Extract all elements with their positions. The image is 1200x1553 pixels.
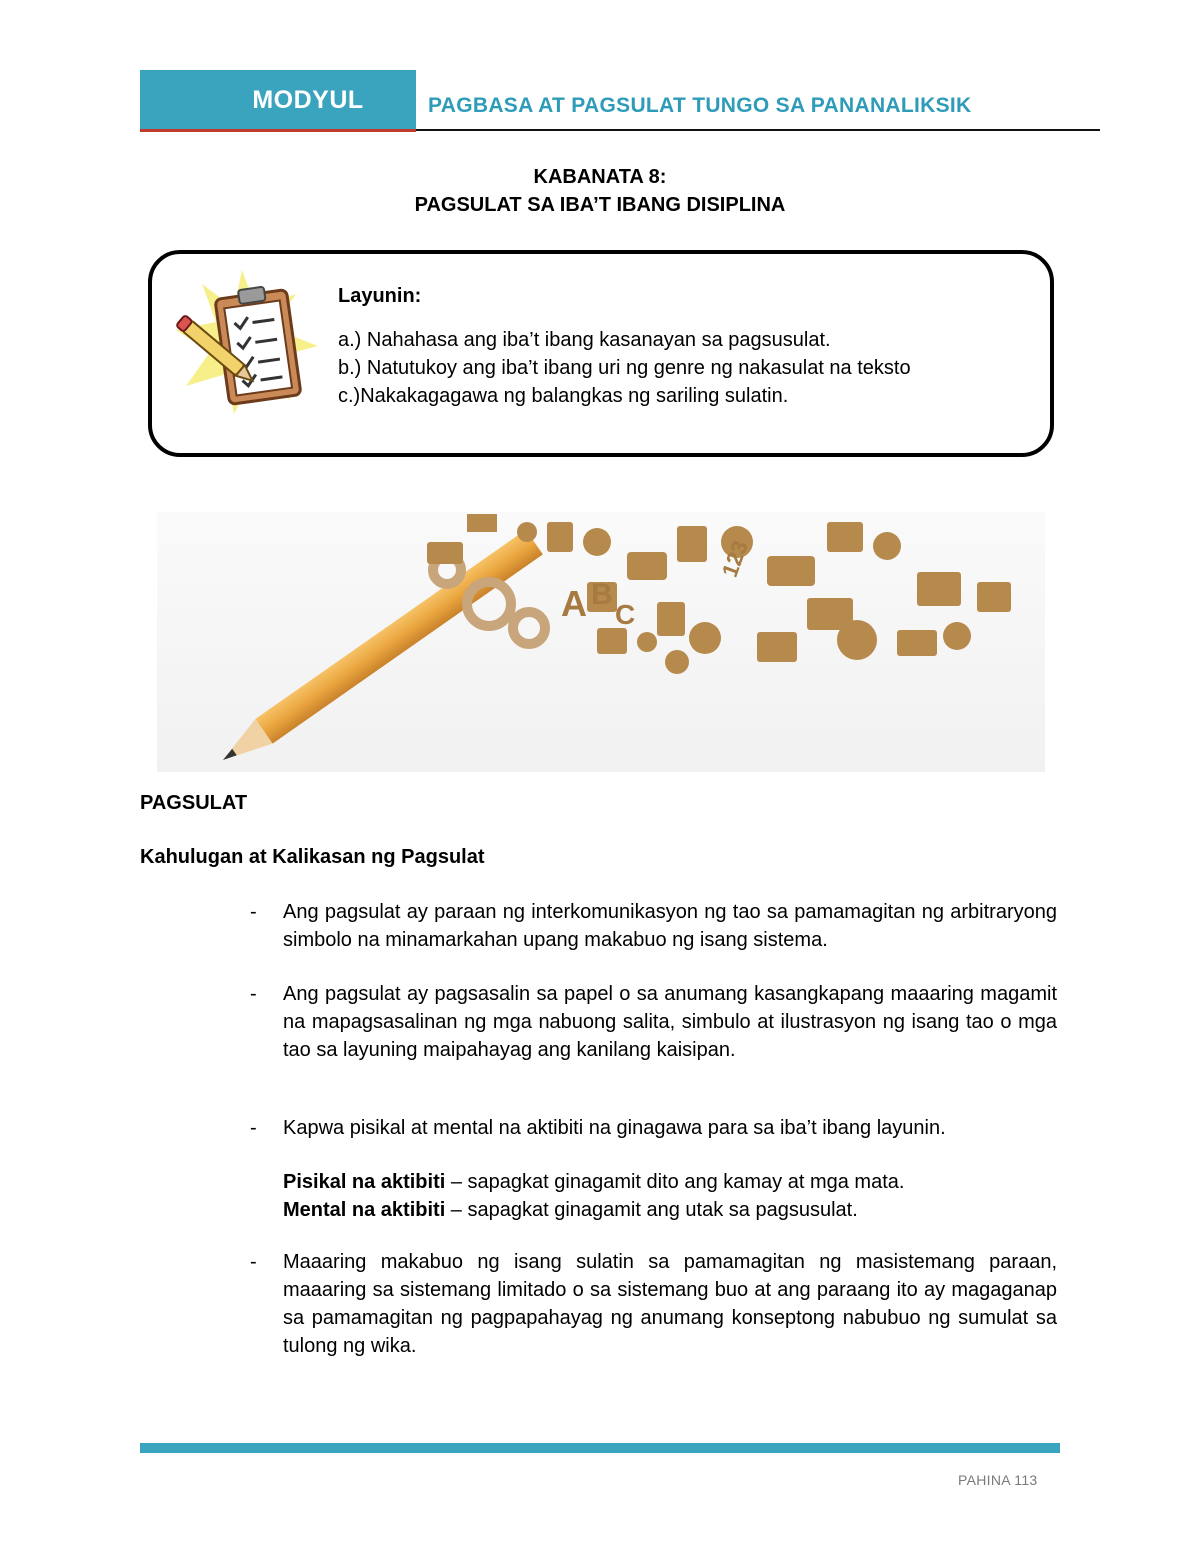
module-label: MODYUL	[252, 85, 364, 114]
definition-text: – sapagkat ginagamit ang utak sa pagsusulat.	[445, 1199, 858, 1221]
pencil-icons-illustration	[157, 512, 1045, 772]
chapter-title: PAGSULAT SA IBA’T IBANG DISIPLINA	[414, 194, 786, 216]
objective-item: c.)Nakakagagawa ng balangkas ng sariling sulatin.	[338, 385, 789, 407]
hero-letter: 123	[716, 537, 753, 581]
footer-bar	[140, 1443, 1060, 1453]
bullet-text: Kapwa pisikal at mental na aktibiti na ginagawa para sa iba’t ibang layunin.	[283, 1117, 946, 1139]
chapter-heading	[0, 163, 1200, 219]
bullet-marker: -	[250, 983, 257, 1005]
objectives-text	[338, 282, 911, 410]
objective-item: b.) Natutukoy ang iba’t ibang uri ng genre ng nakasulat na teksto	[338, 357, 911, 379]
hero-letter: B	[591, 578, 613, 611]
hero-illustration	[157, 512, 1045, 772]
hero-letter: C	[615, 599, 636, 630]
section-title: PAGSULAT	[140, 792, 248, 814]
objective-item: a.) Nahahasa ang iba’t ibang kasanayan sa pagsusulat.	[338, 329, 831, 351]
objectives-box	[148, 250, 1054, 457]
header-red-underline	[140, 129, 416, 132]
objectives-title: Layunin:	[338, 285, 422, 307]
header-divider	[416, 129, 1100, 131]
bullet-marker: -	[250, 901, 257, 923]
subject-title: PAGBASA AT PAGSULAT TUNGO SA PANANALIKSIK	[428, 94, 972, 117]
bullet-marker: -	[250, 1251, 257, 1273]
section-subtitle: Kahulugan at Kalikasan ng Pagsulat	[140, 846, 485, 868]
definition-line	[283, 1168, 904, 1196]
page-number: PAHINA 113	[958, 1472, 1038, 1488]
module-header-badge	[140, 70, 416, 130]
chapter-number: KABANATA 8:	[533, 166, 667, 188]
bullet-text: Ang pagsulat ay paraan ng interkomunikasyon ng tao sa pamamagitan ng arbitraryong simbolo na minamarkahan upang makabuo ng isang sistema.	[283, 901, 1057, 951]
definition-term: Mental na aktibiti	[283, 1199, 446, 1221]
bullet-marker: -	[250, 1117, 257, 1139]
definition-term: Pisikal na aktibiti	[283, 1171, 446, 1193]
clipboard-icon	[172, 268, 322, 418]
bullet-text: Ang pagsulat ay pagsasalin sa papel o sa anumang kasangkapang maaaring magamit na mapagsasalinan ng mga nabuong salita, simbulo at ilustrasyon ng isang tao o mga tao sa layuning maipahayag ang kanilang kaisipan.	[283, 983, 1057, 1061]
definition-text: – sapagkat ginagamit dito ang kamay at mga mata.	[445, 1171, 905, 1193]
hero-letter: A	[561, 583, 587, 624]
bullet-text: Maaaring makabuo ng isang sulatin sa pamamagitan ng masistemang paraan, maaaring sa sistemang limitado o sa sistemang buo at ang paraang ito ay magaganap sa pamamagitan ng pagpapahayag ng anumang konseptong nabubuo ng sumulat sa tulong ng wika.	[283, 1251, 1057, 1357]
definition-line	[283, 1196, 858, 1224]
